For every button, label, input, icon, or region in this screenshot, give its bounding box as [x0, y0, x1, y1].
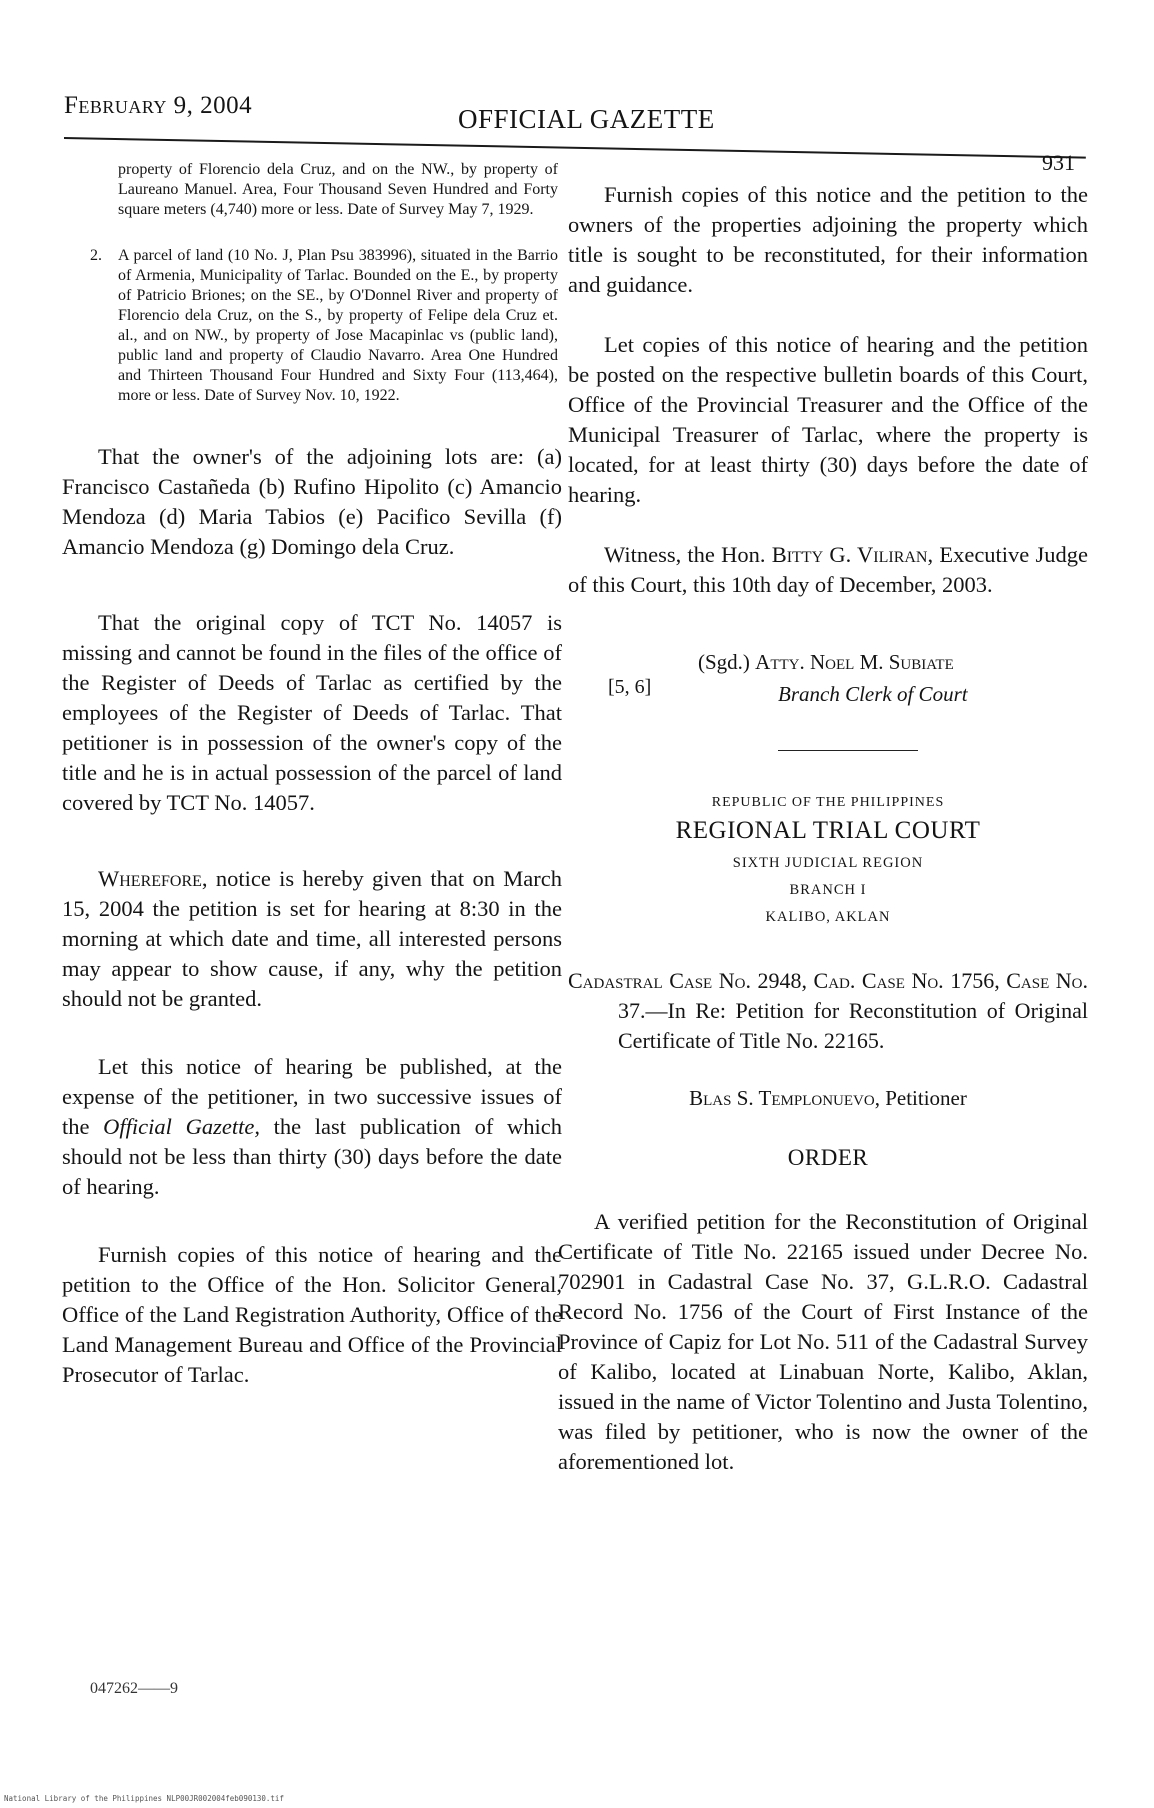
- signed-mark: (Sgd.): [698, 650, 756, 674]
- signature-block: [568, 646, 1088, 726]
- issue-reference: [5, 6]: [608, 676, 652, 698]
- witness-paragraph: [568, 540, 1088, 600]
- signatory-name: Atty. Noel M. Subiate: [755, 650, 954, 674]
- section-divider: [778, 750, 918, 751]
- publication-text-a: Let this notice of hearing be published, at the expense of the petitioner, in two successive issues of the: [62, 1054, 562, 1139]
- signatory-title: Branch Clerk of Court: [778, 682, 968, 706]
- judge-name: Bitty G. Viliran,: [771, 542, 934, 567]
- lot-number: 2.: [90, 247, 102, 264]
- court-republic: REPUBLIC OF THE PHILIPPINES: [711, 795, 945, 810]
- publication-title: OFFICIAL GAZETTE: [458, 104, 715, 134]
- missing-title-paragraph: That the original copy of TCT No. 14057 is missing and cannot be found in the files of the office of the Register of Deeds of Tarlac as certified by the employees of the Register of Deeds of Tarlac. That petitioner is in possession of the owner's copy of the title and he is in actual possession of the parcel of land covered by TCT No. 14057.: [62, 610, 562, 815]
- petitioner-role: Petitioner: [879, 1086, 967, 1110]
- issue-date: February 9, 2004: [64, 92, 253, 119]
- order-heading: ORDER: [787, 1145, 869, 1170]
- gazette-name: Official Gazette,: [103, 1114, 260, 1139]
- posting-paragraph: Let copies of this notice of hearing and the petition be posted on the respective bulletin boards of this Court, Office of the Provincial Treasurer and the Office of the Municipal Treasurer of Tarlac, where the property is located, for at least thirty (30) days before the date of hearing.: [568, 332, 1088, 507]
- signatory: [698, 650, 954, 675]
- wherefore-lead: Wherefore,: [98, 866, 208, 891]
- order-paragraph: A verified petition for the Reconstitution of Original Certificate of Title No. 22165 issued under Decree No. 702901 in Cadastral Case No. 37, G.L.R.O. Cadastral Record No. 1756 of the Court of First Instance of the Province of Capiz for Lot No. 511 of the Cadastral Survey of Kalibo, located at Linabuan Norte, Kalibo, Aklan, issued in the name of Victor Tolentino and Justa Tolentino, was filed by petitioner, who is now the owner of the aforementioned lot.: [558, 1209, 1088, 1474]
- lot-text: A parcel of land (10 No. J, Plan Psu 383996), situated in the Barrio of Armenia, Municipality of Tarlac. Bounded on the E., by property of Patricio Briones; on the SE., by O'Donnel River and property of Florencio dela Cruz, on the S., by property of Felipe dela Cruz et. al., and on NW., by property of Jose Macapinlac vs (public land), public land and property of Claudio Navarro. Area One Hundred and Thirteen Thousand Four Hundred and Sixty Four (113,464), more or less. Date of Survey Nov. 10, 1922.: [118, 247, 558, 404]
- witness-text-b: Executive Judge of this Court, this 10th day of December, 2003.: [568, 542, 1088, 597]
- court-branch: BRANCH I: [789, 882, 867, 898]
- document-code: 047262——9: [90, 1680, 178, 1697]
- case-caption: [568, 966, 1088, 1056]
- court-location: KALIBO, AKLAN: [765, 909, 891, 925]
- wherefore-paragraph: [62, 864, 562, 1014]
- case-numbers: Cadastral Case No. 2948, Cad. Case No. 1756, Case No. 37.: [568, 968, 1088, 1023]
- lot-description-2: [90, 246, 558, 406]
- court-region: SIXTH JUDICIAL REGION: [732, 855, 924, 871]
- page-number: 931: [1042, 150, 1075, 175]
- right-column: [558, 180, 1088, 1477]
- petitioner-name: Blas S. Templonuevo,: [689, 1086, 880, 1110]
- publication-paragraph: [62, 1052, 562, 1202]
- publication-text-b: the last publication of which should not be less than thirty (30) days before the date of hearing.: [62, 1114, 562, 1199]
- adjoining-owners-paragraph: That the owner's of the adjoining lots are: (a) Francisco Castañeda (b) Rufino Hipolito (c) Amancio Mendoza (d) Maria Tabios (e) Pacifico Sevilla (f) Amancio Mendoza (g) Domingo dela Cruz.: [62, 444, 562, 559]
- furnish-owners-paragraph: Furnish copies of this notice and the petition to the owners of the properties adjoining the property which title is sought to be reconstituted, for their information and guidance.: [568, 182, 1088, 297]
- wherefore-text: notice is hereby given that on March 15, 2004 the petition is set for hearing at 8:30 in the morning at which date and time, all interested persons may appear to show cause, if any, why the petition should not be granted.: [62, 866, 562, 1011]
- witness-text-a: Witness, the Hon.: [604, 542, 772, 567]
- left-column: [62, 160, 562, 1390]
- scan-source-stamp: National Library of the Philippines NLP00JR002004feb090130.tif: [4, 1794, 284, 1803]
- petitioner-line: [568, 1086, 1088, 1111]
- court-name: REGIONAL TRIAL COURT: [675, 817, 981, 844]
- case-subject: —In Re: Petition for Reconstitution of Original Certificate of Title No. 22165.: [618, 998, 1088, 1053]
- lot-description-1-tail: property of Florencio dela Cruz, and on the NW., by property of Laureano Manuel. Area, Four Thousand Seven Hundred and Forty square meters (4,740) more or less. Date of Survey May 7, 1929.: [118, 161, 558, 218]
- furnish-solicitor-paragraph: Furnish copies of this notice of hearing and the petition to the Office of the Hon. Solicitor General, Office of the Land Registration Authority, Office of the Land Management Bureau and Office of the Provincial Prosecutor of Tarlac.: [62, 1242, 562, 1387]
- header-rule: [64, 137, 1086, 159]
